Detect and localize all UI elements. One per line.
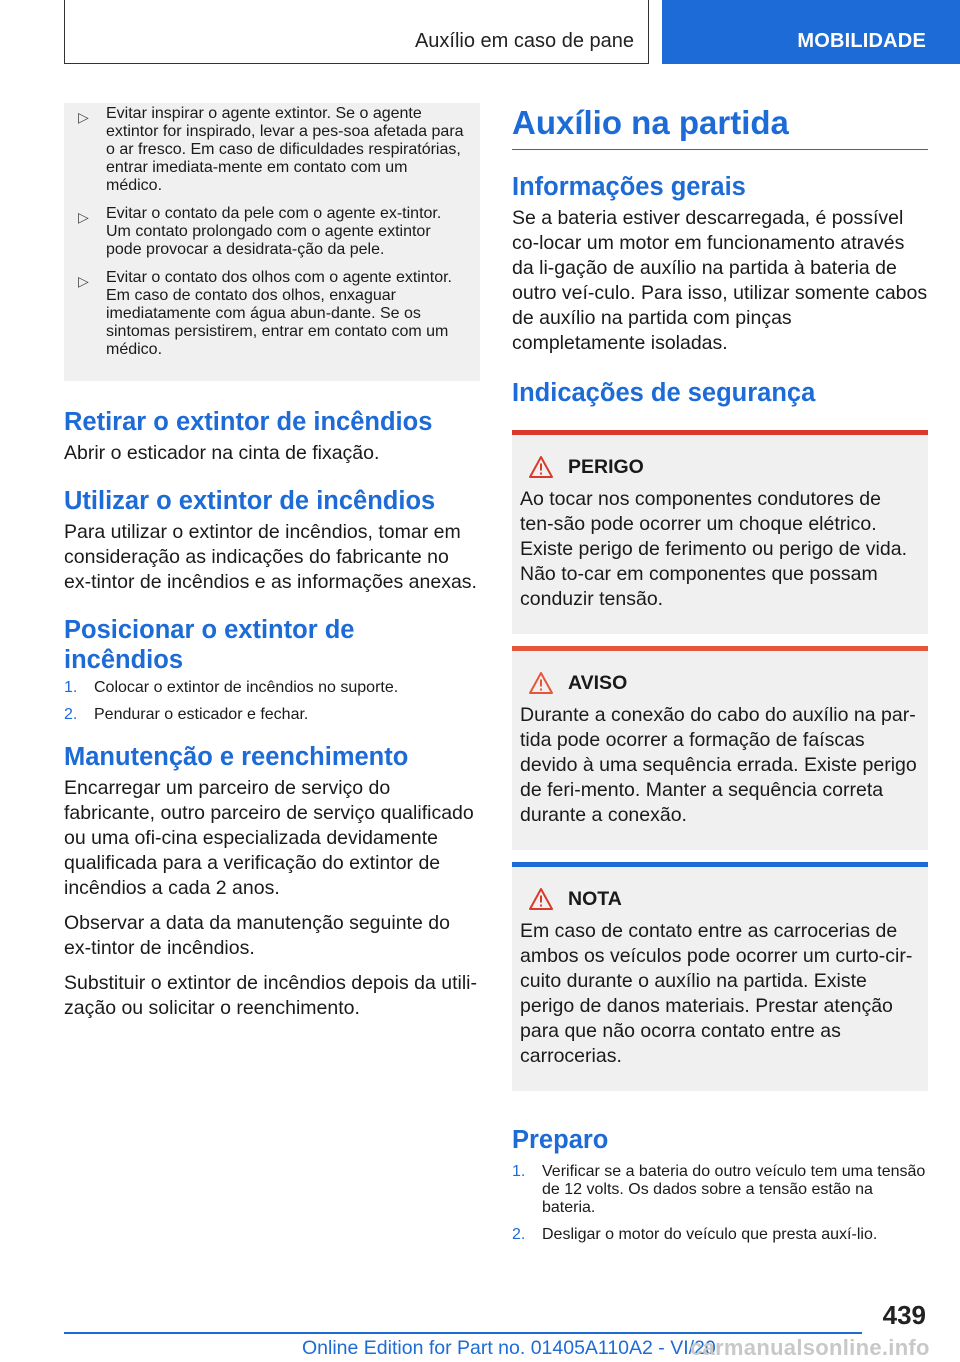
watermark: carmanualsonline.info — [690, 1335, 930, 1360]
list-item: ▷ Evitar o contato da pele com o agente ex-tintor. Um contato prolongado com o agente extintor pode provocar a desidrata-ção da pele. — [78, 205, 442, 258]
list-item: 2. Pendurar o esticador e fechar. — [64, 706, 309, 723]
main-heading: Auxílio na partida — [512, 103, 928, 150]
manutencao-paragraph: Observar a data da manutenção seguinte do ex-tintor de incêndios. — [64, 912, 450, 959]
page-number: 439 — [882, 1300, 926, 1330]
list-item: ▷ Evitar inspirar o agente extintor. Se o agente extintor for inspirado, levar a pes-soa afetada para o ar fresco. Em caso de dificuldades respiratórias, entrar imediata-mente em contato com um médico. — [78, 105, 464, 194]
posicionar-heading: Posicionar o extintor de incêndios — [64, 616, 355, 674]
warning-label: PERIGO — [568, 455, 644, 478]
utilizar-text: Para utilizar o extintor de incêndios, tomar em consideração as indicações do fabricante no ex-tintor de incêndios e as informações anexas. — [64, 521, 477, 593]
edition-text: Online Edition for Part no. 01405A110A2 - VI/20 — [302, 1337, 716, 1359]
warning-box-perigo — [512, 430, 928, 634]
manutencao-heading: Manutenção e reenchimento — [64, 743, 409, 771]
manutencao-paragraph: Substituir o extintor de incêndios depois da utili-zação ou solicitar o reenchimento. — [64, 972, 477, 1019]
info-heading: Informações gerais — [512, 173, 746, 201]
warning-triangle-icon — [528, 887, 554, 911]
warning-text: Durante a conexão do cabo do auxílio na par-tida pode ocorrer a formação de faíscas devido à uma sequência errada. Existe perigo de feri-mento. Manter a sequência correta durante a conexão. — [520, 704, 917, 826]
page-header — [0, 0, 960, 66]
safety-bullets-box — [64, 103, 480, 381]
warning-triangle-icon — [528, 671, 554, 695]
warning-text: Ao tocar nos componentes condutores de ten-são pode ocorrer um choque elétrico. Existe perigo de ferimento ou perigo de vida. Não to-car em componentes que possam conduzir tensão. — [520, 488, 907, 610]
utilizar-heading: Utilizar o extintor de incêndios — [64, 487, 436, 515]
warning-label: NOTA — [568, 887, 622, 910]
triangle-bullet-icon: ▷ — [78, 273, 89, 289]
manutencao-paragraph: Encarregar um parceiro de serviço do fabricante, outro parceiro de serviço qualificado ou uma ofi-cina especializada devidamente qualificada para a verificação do extintor de incêndios a cada 2 anos. — [64, 777, 474, 899]
triangle-bullet-icon: ▷ — [78, 209, 89, 225]
section-title: Auxílio em caso de pane — [414, 30, 634, 52]
list-item: 2. Desligar o motor do veículo que presta auxí-lio. — [512, 1226, 878, 1243]
preparo-heading: Preparo — [512, 1126, 609, 1154]
retirar-text: Abrir o esticador na cinta de fixação. — [64, 442, 380, 464]
warning-triangle-icon — [528, 455, 554, 479]
retirar-heading: Retirar o extintor de incêndios — [64, 408, 433, 436]
right-column — [512, 103, 928, 1253]
info-text: Se a bateria estiver descarregada, é possível co-locar um motor em funcionamento através da li-gação de auxílio na partida à bateria de outro veí-culo. Para isso, utilizar somente cabos de auxílio na partida com pinças completamente isoladas. — [512, 207, 928, 354]
left-column — [64, 103, 480, 1031]
chapter-tab — [662, 0, 960, 64]
list-item: 1. Verificar se a bateria do outro veículo tem uma tensão de 12 volts. Os dados sobre a tensão estão na bateria. — [512, 1163, 926, 1216]
triangle-bullet-icon: ▷ — [78, 109, 89, 125]
warning-box-aviso — [512, 646, 928, 850]
list-item: ▷ Evitar o contato dos olhos com o agente extintor. Em caso de contato dos olhos, enxaguar imediatamente com água abun-dante. Se os sintomas persistirem, entrar em contato com um médico. — [78, 269, 452, 358]
seguranca-heading: Indicações de segurança — [512, 379, 816, 407]
footer-divider — [64, 1332, 862, 1334]
warning-box-nota — [512, 862, 928, 1091]
warning-text: Em caso de contato entre as carrocerias de ambos os veículos pode ocorrer um curto-cir-cuito durante o auxílio na partida. Existe perigo de danos materiais. Prestar atenção para que não ocorra contato entre as carrocerias. — [520, 920, 913, 1067]
warning-label: AVISO — [568, 671, 628, 694]
chapter-title: MOBILIDADE — [797, 30, 926, 52]
list-item: 1. Colocar o extintor de incêndios no suporte. — [64, 679, 399, 696]
section-tab — [64, 0, 649, 64]
